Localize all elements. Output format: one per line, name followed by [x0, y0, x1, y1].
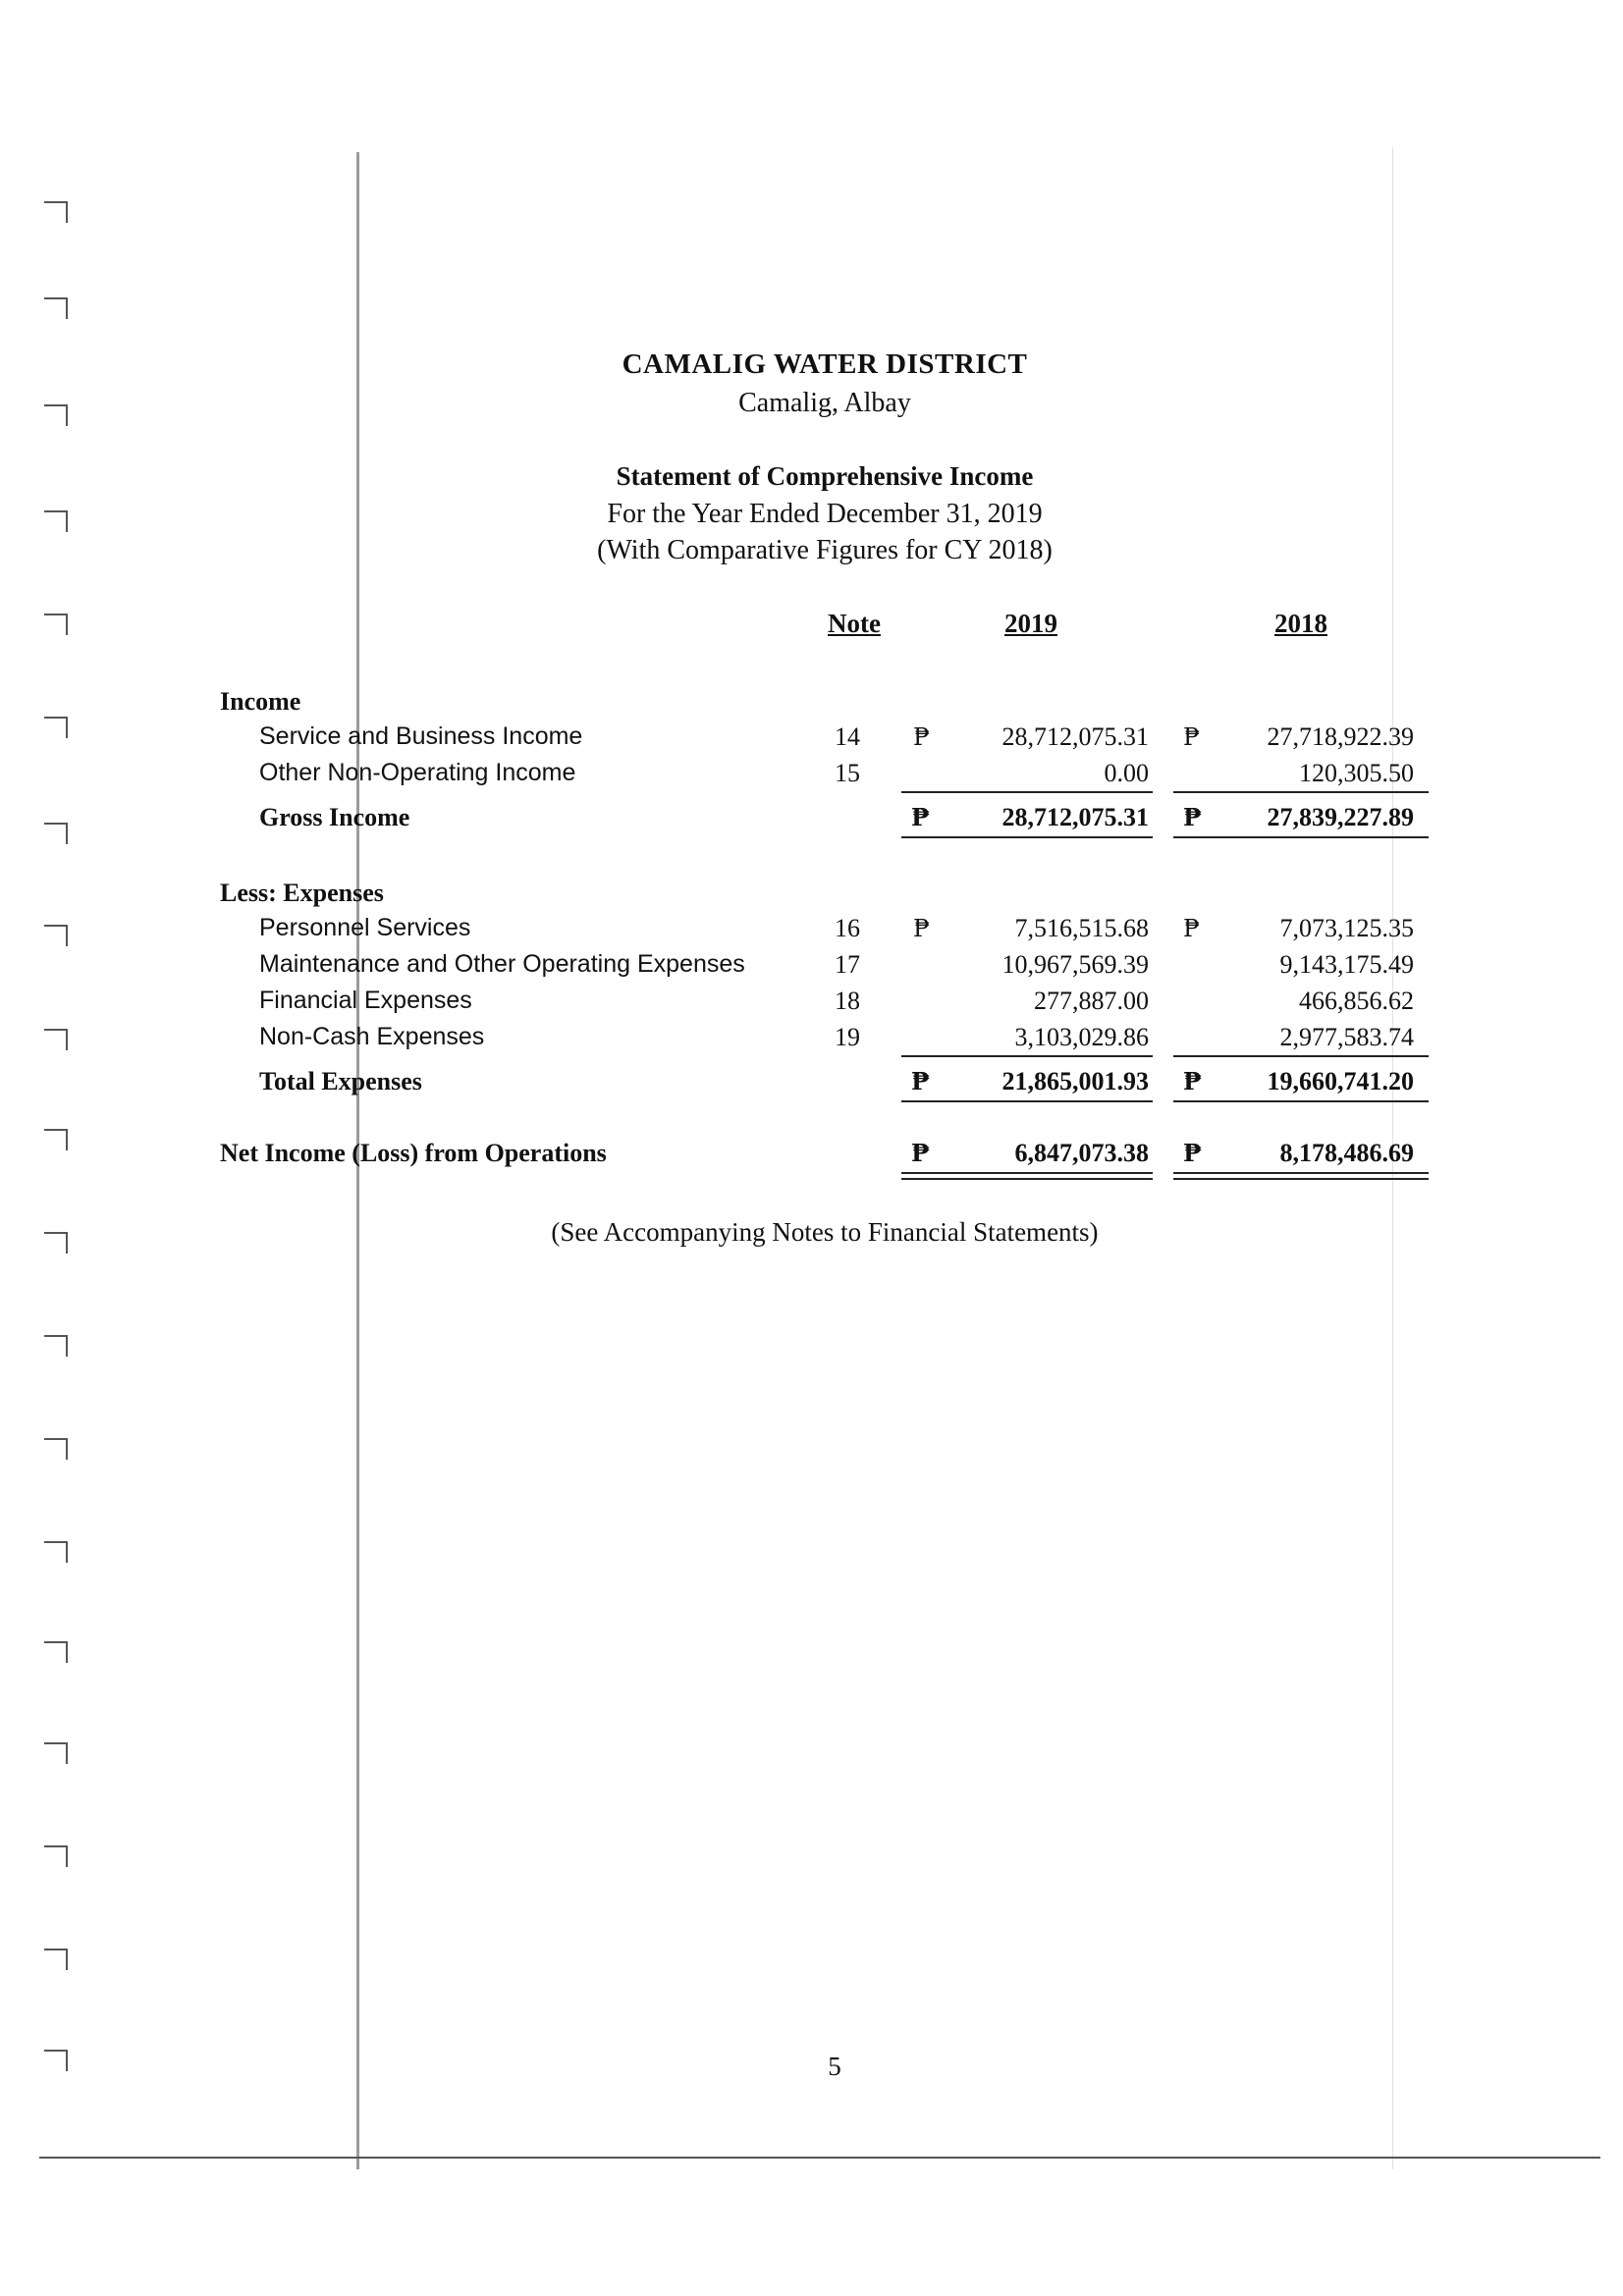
peso-sign: ₱ [911, 1139, 930, 1167]
row-note: 15 [835, 759, 860, 787]
binder-tick [44, 1232, 68, 1254]
double-rule-2018 [1173, 1172, 1429, 1180]
gross-income-label: Gross Income [259, 803, 410, 831]
peso-sign: ₱ [1183, 1067, 1202, 1095]
gross-income-2018: 27,839,227.89 [1267, 803, 1414, 831]
peso-sign: ₱ [1183, 915, 1200, 942]
binder-tick [44, 404, 68, 426]
binder-tick [44, 2050, 68, 2071]
amount-2018: 7,073,125.35 [1279, 914, 1414, 942]
page-number: 5 [828, 2052, 841, 2081]
amount-2019: 3,103,029.86 [1014, 1023, 1149, 1051]
total-rule-2018 [1173, 836, 1429, 838]
peso-sign: ₱ [913, 723, 930, 751]
gross-income-2019: 28,712,075.31 [1001, 803, 1149, 831]
statement-title: Statement of Comprehensive Income [616, 461, 1034, 491]
column-header-2019: 2019 [1004, 609, 1057, 638]
entity-name: CAMALIG WATER DISTRICT [622, 348, 1028, 380]
footnote: (See Accompanying Notes to Financial Statements) [551, 1217, 1099, 1247]
amount-2019: 0.00 [1104, 759, 1149, 787]
amount-2018: 120,305.50 [1299, 759, 1414, 787]
peso-sign: ₱ [913, 915, 930, 942]
binder-tick [44, 823, 68, 844]
binder-tick [44, 510, 68, 532]
row-label: Non-Cash Expenses [259, 1023, 485, 1050]
column-header-2018: 2018 [1274, 609, 1327, 638]
amount-2018: 9,143,175.49 [1279, 950, 1414, 979]
total-rule-2019 [901, 836, 1153, 838]
row-label: Maintenance and Other Operating Expenses [259, 950, 745, 978]
row-label: Financial Expenses [259, 987, 472, 1014]
binder-tick [44, 1641, 68, 1663]
statement-comparative: (With Comparative Figures for CY 2018) [597, 535, 1053, 565]
total-expenses-2018: 19,660,741.20 [1267, 1067, 1414, 1095]
amount-2019: 277,887.00 [1034, 987, 1149, 1015]
total-rule-2019 [901, 1100, 1153, 1102]
amount-2018: 2,977,583.74 [1279, 1023, 1414, 1051]
binder-tick [44, 1949, 68, 1970]
expenses-heading: Less: Expenses [220, 879, 384, 907]
row-note: 16 [835, 914, 860, 942]
peso-sign: ₱ [911, 803, 930, 831]
binder-tick [44, 201, 68, 223]
double-rule-2019 [901, 1172, 1153, 1180]
statement-period: For the Year Ended December 31, 2019 [607, 499, 1043, 529]
peso-sign: ₱ [1183, 723, 1200, 751]
net-income-2018: 8,178,486.69 [1279, 1139, 1414, 1167]
binder-tick [44, 1742, 68, 1764]
income-heading: Income [220, 687, 301, 716]
row-note: 18 [835, 987, 860, 1015]
binder-tick [44, 1335, 68, 1357]
amount-2018: 466,856.62 [1299, 987, 1414, 1015]
subtotal-rule-2019 [901, 791, 1153, 793]
row-note: 17 [835, 950, 860, 979]
row-label: Service and Business Income [259, 722, 583, 750]
row-label: Other Non-Operating Income [259, 759, 576, 786]
total-expenses-2019: 21,865,001.93 [1001, 1067, 1149, 1095]
amount-2019: 7,516,515.68 [1014, 914, 1149, 942]
row-note: 19 [835, 1023, 860, 1051]
net-income-2019: 6,847,073.38 [1014, 1139, 1149, 1167]
subtotal-rule-2019 [901, 1055, 1153, 1057]
binder-tick [44, 1029, 68, 1050]
entity-location: Camalig, Albay [738, 388, 911, 418]
peso-sign: ₱ [911, 1067, 930, 1095]
peso-sign: ₱ [1183, 1139, 1202, 1167]
row-note: 14 [835, 722, 860, 751]
total-rule-2018 [1173, 1100, 1429, 1102]
binder-tick [44, 717, 68, 738]
amount-2018: 27,718,922.39 [1267, 722, 1414, 751]
amount-2019: 10,967,569.39 [1001, 950, 1149, 979]
binder-tick [44, 614, 68, 635]
net-income-label: Net Income (Loss) from Operations [220, 1139, 607, 1167]
binder-tick [44, 1129, 68, 1150]
binder-tick [44, 925, 68, 946]
total-expenses-label: Total Expenses [259, 1067, 422, 1095]
row-label: Personnel Services [259, 914, 471, 941]
column-header-note: Note [828, 609, 881, 638]
page-bottom-edge [39, 2157, 1600, 2159]
binder-tick [44, 1438, 68, 1460]
binder-tick [44, 297, 68, 319]
binder-tick [44, 1845, 68, 1867]
amount-2019: 28,712,075.31 [1001, 722, 1149, 751]
peso-sign: ₱ [1183, 803, 1202, 831]
binder-tick [44, 1541, 68, 1563]
subtotal-rule-2018 [1173, 791, 1429, 793]
subtotal-rule-2018 [1173, 1055, 1429, 1057]
